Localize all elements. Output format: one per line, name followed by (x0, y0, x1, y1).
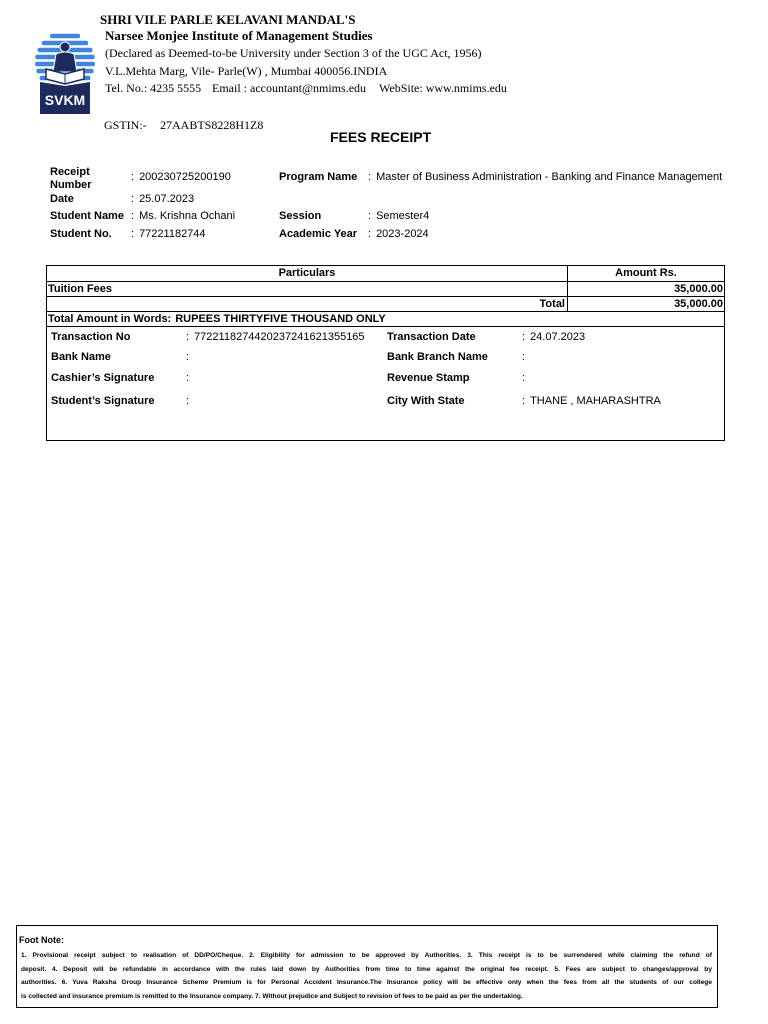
foot-note-line: 1. Provisional receipt subject to realisation of DD/PO/Cheque. 2. Eligibility for admission to be approved by Authorities. 3. This receipt is to be surrendered while claiming the refund of (21, 952, 712, 959)
institution-address: V.L.Mehta Marg, Vile- Parle(W) , Mumbai 400056.INDIA (105, 64, 388, 78)
amount-in-words (47, 312, 724, 326)
bank-name-field (186, 351, 189, 364)
cashier-signature-field (186, 372, 189, 385)
institution-name: Narsee Monjee Institute of Management Studies (105, 28, 373, 43)
session-field (368, 210, 429, 223)
separator: : (186, 331, 190, 343)
institution-website: WebSite: www.nmims.edu (379, 81, 507, 95)
bank-name-label: Bank Name (51, 351, 111, 363)
total-row (47, 297, 724, 312)
separator: : (368, 228, 372, 240)
separator: : (186, 351, 190, 363)
session-value: Semester4 (376, 210, 430, 222)
bank-branch-name-field (522, 351, 525, 364)
separator: : (522, 351, 526, 363)
separator: : (522, 395, 526, 407)
student-no-field (131, 228, 206, 241)
gstin-value: 27AABTS8228H1Z8 (160, 118, 264, 132)
separator: : (131, 210, 135, 222)
bank-branch-name-label: Bank Branch Name (387, 351, 488, 363)
amount-header: Amount Rs. (615, 267, 677, 279)
transaction-date-label: Transaction Date (387, 331, 476, 343)
table-header-row (47, 266, 724, 282)
transaction-date-field (522, 331, 585, 344)
gstin-label: GSTIN:- (104, 118, 147, 132)
student-name-field (131, 210, 235, 223)
transaction-no-field (186, 331, 365, 344)
program-name-value: Master of Business Administration - Banking and Finance Management (376, 171, 723, 183)
city-with-state-value: THANE , MAHARASHTRA (530, 395, 661, 407)
institution-telephone: Tel. No.: 4235 5555 (105, 81, 202, 95)
revenue-stamp-field (522, 372, 525, 385)
transaction-no-value: 7722118274420237241621355165 (194, 331, 365, 343)
separator: : (131, 171, 135, 183)
amount-in-words-value: RUPEES THIRTYFIVE THOUSAND ONLY (175, 313, 386, 325)
receipt-number-field (131, 171, 231, 184)
logo-reader-figure (53, 42, 77, 72)
city-with-state-label: City With State (387, 395, 465, 407)
fee-table (46, 265, 725, 441)
academic-year-field (368, 228, 429, 241)
foot-note-line: authorities. 6. Yuva Raksha Group Insurance Scheme Premium is for Personal Accident Insurance.The Insurance policy will be effective only when the fees from all the students of our college (21, 979, 712, 986)
city-with-state-field (522, 395, 661, 408)
transaction-date-value: 24.07.2023 (530, 331, 586, 343)
separator: : (131, 193, 135, 205)
program-name-label: Program Name (279, 171, 358, 183)
institution-declaration: (Declared as Deemed-to-be University under Section 3 of the UGC Act, 1956) (105, 46, 482, 60)
separator: : (368, 210, 372, 222)
revenue-stamp-label: Revenue Stamp (387, 372, 470, 384)
foot-note-title: Foot Note: (19, 935, 64, 945)
total-amount: 35,000.00 (674, 298, 723, 310)
separator: : (131, 228, 135, 240)
trust-name: SHRI VILE PARLE KELAVANI MANDAL'S (100, 12, 356, 27)
receipt-number-value: 200230725200190 (139, 171, 231, 183)
separator: : (522, 372, 526, 384)
separator: : (186, 395, 190, 407)
foot-note-box (16, 925, 718, 1008)
foot-note-line: is collected and insurance premium is remitted to the Insurance company. 7. Without prejudice and Subject to revision of fees to be paid as per the undertaking. (21, 992, 523, 1000)
academic-year-label: Academic Year (279, 228, 358, 240)
amount-in-words-label: Total Amount in Words: (48, 313, 172, 325)
student-signature-label: Student’s Signature (51, 395, 155, 407)
fee-amount: 35,000.00 (674, 283, 723, 295)
transaction-no-label: Transaction No (51, 331, 131, 343)
separator: : (186, 372, 190, 384)
date-label: Date (50, 193, 74, 205)
amount-in-words-row (47, 312, 724, 327)
column-divider (567, 266, 568, 311)
date-value: 25.07.2023 (139, 193, 195, 205)
foot-note-text (21, 949, 712, 1003)
table-row (47, 282, 724, 297)
session-label: Session (279, 210, 322, 222)
separator: : (368, 171, 372, 183)
total-label: Total (539, 298, 565, 310)
institution-email: Email : accountant@nmims.edu (212, 81, 367, 95)
student-signature-field (186, 395, 189, 408)
particulars-header: Particulars (278, 267, 336, 279)
cashier-signature-label: Cashier’s Signature (51, 372, 155, 384)
date-field (131, 193, 194, 206)
student-name-value: Ms. Krishna Ochani (139, 210, 236, 222)
svkm-logo (30, 30, 102, 116)
student-no-value: 77221182744 (139, 228, 206, 240)
fee-particulars: Tuition Fees (48, 283, 112, 295)
document-title: FEES RECEIPT (330, 129, 432, 145)
student-name-label: Student Name (50, 210, 124, 222)
student-no-label: Student No. (50, 228, 112, 240)
academic-year-value: 2023-2024 (376, 228, 429, 240)
receipt-number-label: Receipt Number (50, 166, 92, 191)
separator: : (522, 331, 526, 343)
foot-note-line: deposit. 4. Deposit will be refundable in accordance with the rules laid down by Authorities from time to time against the original fee receipt. 5. Fees are subject to changes/approval by (21, 965, 712, 973)
program-name-field (368, 171, 722, 184)
logo-text: SVKM (44, 92, 86, 108)
